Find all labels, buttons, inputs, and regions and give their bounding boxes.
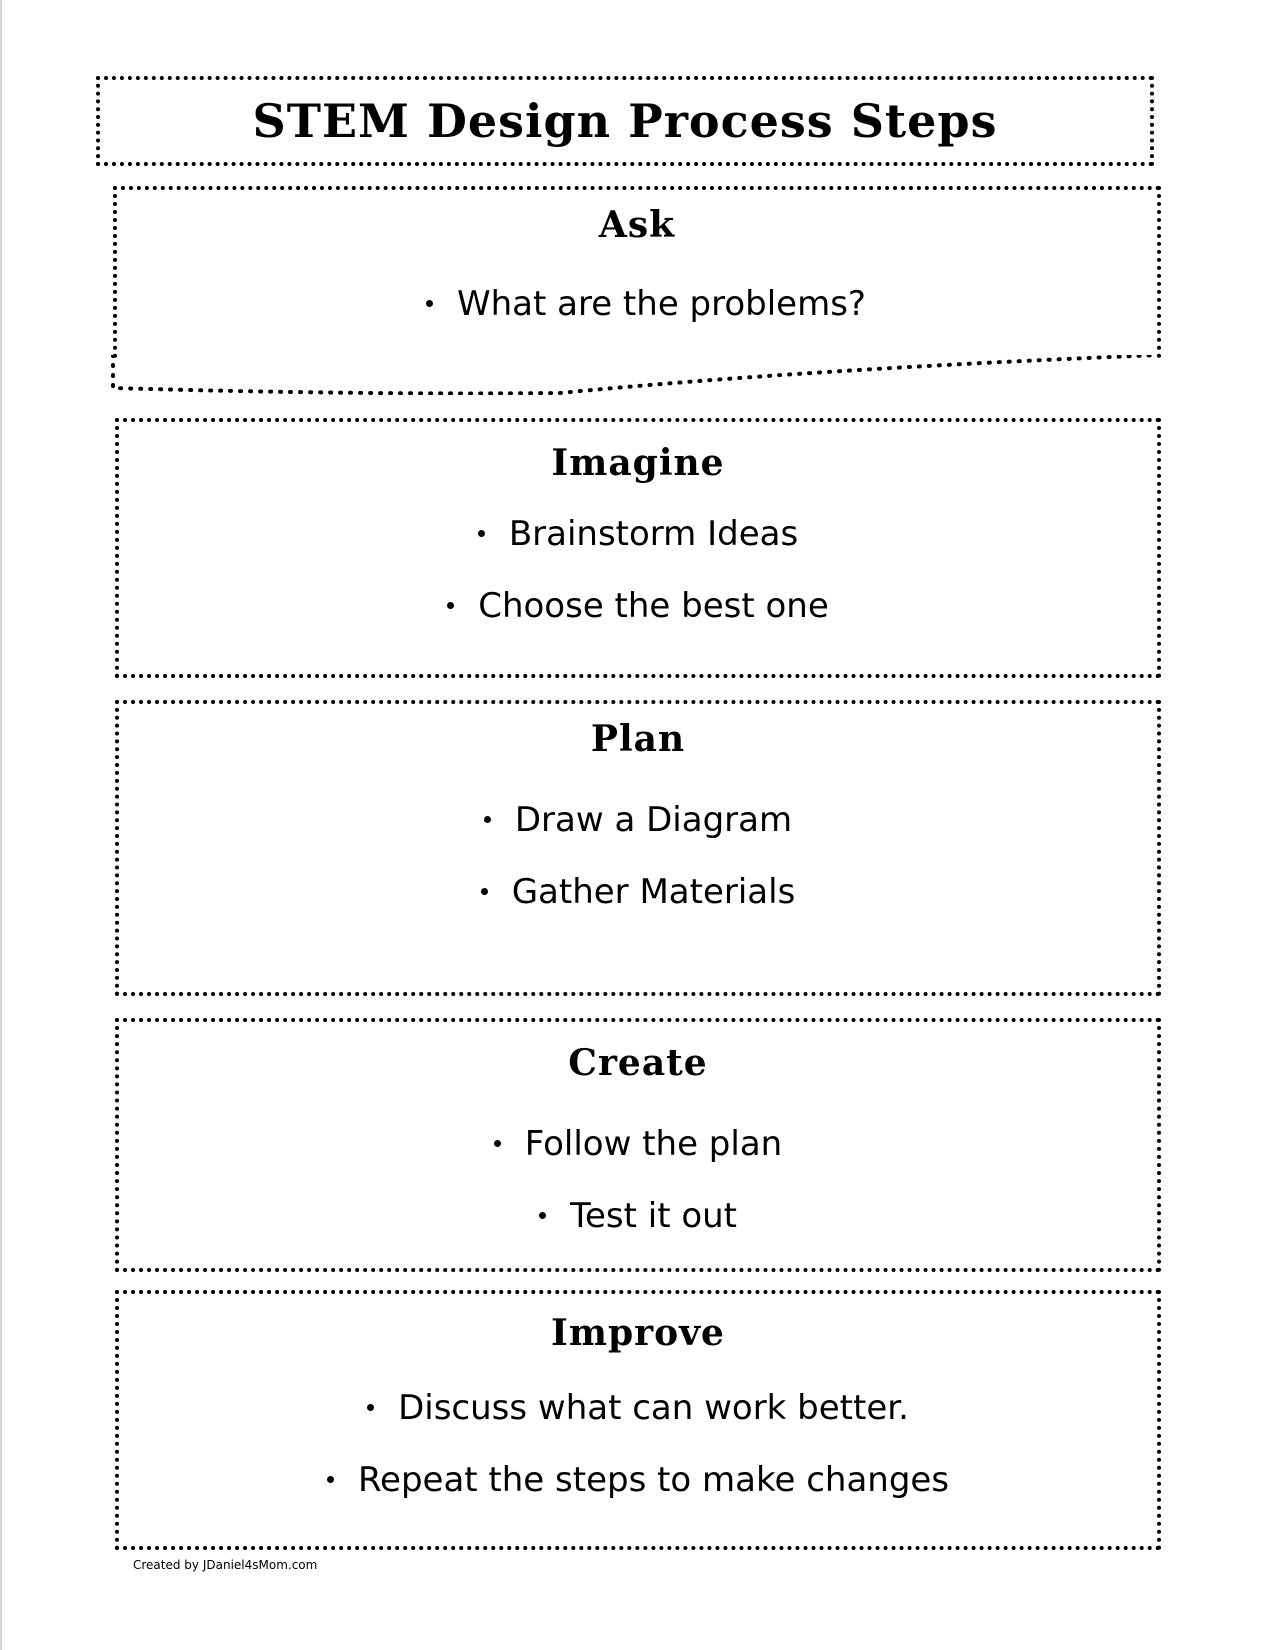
list-item: Brainstorm Ideas bbox=[119, 514, 1157, 554]
list-item: Repeat the steps to make changes bbox=[119, 1460, 1157, 1500]
step-list-imagine bbox=[119, 514, 1157, 626]
bullet-icon bbox=[447, 602, 454, 609]
step-title-imagine: Imagine bbox=[551, 442, 725, 484]
list-item: What are the problems? bbox=[135, 284, 1157, 324]
step-box-create bbox=[115, 1018, 1161, 1272]
title-box bbox=[96, 76, 1154, 166]
step-list-create bbox=[119, 1124, 1157, 1236]
list-item: Discuss what can work better. bbox=[119, 1388, 1157, 1428]
bullet-icon bbox=[426, 300, 433, 307]
bullet-icon bbox=[367, 1404, 374, 1411]
footer-credit: Created by JDaniel4sMom.com bbox=[133, 1558, 318, 1572]
bullet-icon bbox=[481, 888, 488, 895]
step-box-improve bbox=[115, 1290, 1161, 1550]
list-item: Draw a Diagram bbox=[119, 800, 1157, 840]
step-title-create: Create bbox=[568, 1042, 708, 1084]
bullet-icon bbox=[327, 1476, 334, 1483]
bullet-icon bbox=[494, 1140, 501, 1147]
page-edge bbox=[0, 0, 2, 1650]
step-list-ask bbox=[117, 284, 1157, 324]
step-title-improve: Improve bbox=[551, 1312, 725, 1354]
page-title: STEM Design Process Steps bbox=[252, 94, 998, 148]
bullet-icon bbox=[478, 530, 485, 537]
step-list-improve bbox=[119, 1388, 1157, 1500]
step-box-imagine bbox=[115, 418, 1161, 678]
step-title-ask: Ask bbox=[598, 204, 676, 246]
list-item: Test it out bbox=[119, 1196, 1157, 1236]
wavy-border bbox=[110, 355, 1162, 395]
bullet-icon bbox=[539, 1212, 546, 1219]
step-title-plan: Plan bbox=[590, 718, 686, 760]
step-list-plan bbox=[119, 800, 1157, 912]
step-box-plan bbox=[115, 700, 1161, 996]
step-box-ask bbox=[113, 186, 1161, 358]
list-item: Gather Materials bbox=[119, 872, 1157, 912]
list-item: Follow the plan bbox=[119, 1124, 1157, 1164]
bullet-icon bbox=[484, 816, 491, 823]
list-item: Choose the best one bbox=[119, 586, 1157, 626]
